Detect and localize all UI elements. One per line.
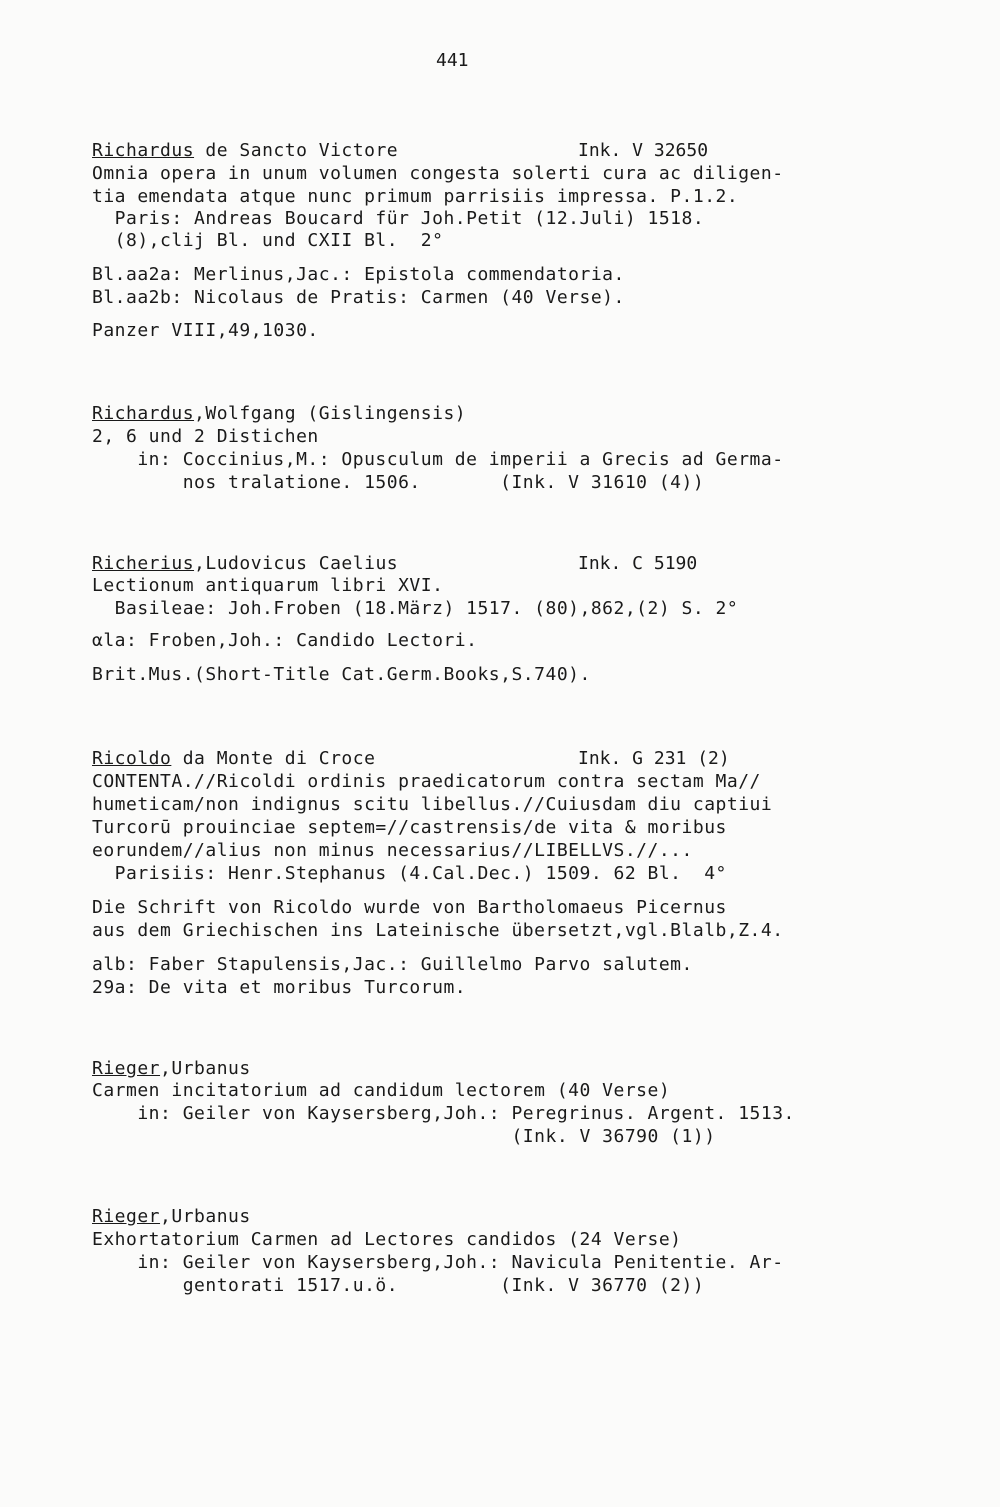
entry-line: Turcorū prouinciae septem=//castrensis/de vita & moribus — [92, 817, 727, 838]
entry-line: Brit.Mus.(Short-Title Cat.Germ.Books,S.740). — [92, 664, 591, 685]
entry-head-rest: da Monte di Croce — [171, 748, 376, 769]
entry-head-name: Rieger — [92, 1058, 161, 1079]
entry-line: 2, 6 und 2 Distichen — [92, 426, 319, 447]
entry-heading — [92, 553, 398, 575]
entry-heading — [92, 140, 398, 162]
entry-line: aus dem Griechischen ins Lateinische übersetzt,vgl.Blalb,Z.4. — [92, 920, 784, 941]
entry-line: nos tralatione. 1506. (Ink. V 31610 (4)) — [92, 472, 705, 493]
entry-line: Basileae: Joh.Froben (18.März) 1517. (80),862,(2) S. 2° — [92, 598, 739, 619]
entry-line: eorundem//alius non minus necessarius//LIBELLVS.//... — [92, 840, 693, 861]
entry-line: Parisiis: Henr.Stephanus (4.Cal.Dec.) 1509. 62 Bl. 4° — [92, 863, 727, 884]
entry-line: Paris: Andreas Boucard für Joh.Petit (12.Juli) 1518. — [92, 208, 705, 229]
entry-head-name: Rieger — [92, 1206, 161, 1227]
entry-line: 29a: De vita et moribus Turcorum. — [92, 977, 467, 998]
page-number: 441 — [436, 50, 469, 71]
entry-line: in: Coccinius,M.: Opusculum de imperii a Grecis ad Germa- — [92, 449, 784, 470]
entry-head-rest: de Sancto Victore — [194, 140, 399, 161]
entry-line: gentorati 1517.u.ö. (Ink. V 36770 (2)) — [92, 1275, 705, 1296]
entry-line: in: Geiler von Kaysersberg,Joh.: Navicula Penitentie. Ar- — [92, 1252, 784, 1273]
entry-line: Carmen incitatorium ad candidum lectorem (40 Verse) — [92, 1080, 671, 1101]
entry-head-name: Richerius — [92, 553, 195, 574]
entry-reference: Ink. G 231 (2) — [578, 748, 730, 769]
entry-heading — [92, 403, 466, 425]
entry-line: Bl.aa2a: Merlinus,Jac.: Epistola commendatoria. — [92, 264, 625, 285]
entry-head-name: Richardus — [92, 403, 195, 424]
entry-line: Panzer VIII,49,1030. — [92, 320, 319, 341]
entry-line: Bl.aa2b: Nicolaus de Pratis: Carmen (40 Verse). — [92, 287, 625, 308]
entry-line: CONTENTA.//Ricoldi ordinis praedicatorum contra sectam Ma// — [92, 771, 761, 792]
entry-line: alb: Faber Stapulensis,Jac.: Guillelmo Parvo salutem. — [92, 954, 693, 975]
entry-line: Die Schrift von Ricoldo wurde von Bartholomaeus Picernus — [92, 897, 727, 918]
entry-head-rest: ,Urbanus — [160, 1206, 251, 1227]
entry-line: Omnia opera in unum volumen congesta solerti cura ac diligen- — [92, 163, 784, 184]
entry-line: Lectionum antiquarum libri XVI. — [92, 575, 444, 596]
entry-line: (Ink. V 36790 (1)) — [92, 1126, 716, 1147]
entry-head-rest: ,Urbanus — [160, 1058, 251, 1079]
entry-reference: Ink. C 5190 — [578, 553, 698, 574]
entry-line: humeticam/non indignus scitu libellus.//Cuiusdam diu captiui — [92, 794, 773, 815]
entry-line: in: Geiler von Kaysersberg,Joh.: Peregrinus. Argent. 1513. — [92, 1103, 795, 1124]
entry-heading — [92, 1206, 251, 1228]
entry-heading — [92, 748, 375, 770]
entry-line: (8),clij Bl. und CXII Bl. 2° — [92, 230, 444, 251]
entry-heading — [92, 1058, 251, 1080]
entry-head-rest: ,Wolfgang (Gislingensis) — [194, 403, 467, 424]
entry-line: αla: Froben,Joh.: Candido Lectori. — [92, 630, 478, 651]
entry-line: tia emendata atque nunc primum parrisiis impressa. P.1.2. — [92, 186, 739, 207]
entry-head-name: Ricoldo — [92, 748, 172, 769]
entry-head-rest: ,Ludovicus Caelius — [194, 553, 399, 574]
entry-line: Exhortatorium Carmen ad Lectores candidos (24 Verse) — [92, 1229, 682, 1250]
entry-head-name: Richardus — [92, 140, 195, 161]
entry-reference: Ink. V 32650 — [578, 140, 709, 161]
